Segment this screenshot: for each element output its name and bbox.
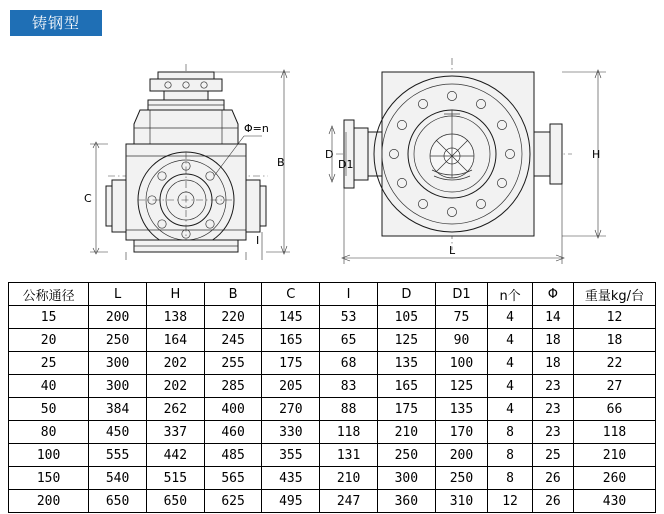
- cell-C: 435: [262, 467, 320, 490]
- col-header-weight: 重量kg/台: [573, 283, 655, 306]
- cell-D: 360: [377, 490, 435, 513]
- col-header-B: B: [204, 283, 262, 306]
- cell-C: 270: [262, 398, 320, 421]
- cell-B: 625: [204, 490, 262, 513]
- cell-L: 450: [89, 421, 147, 444]
- cell-nominal-diameter: 40: [9, 375, 89, 398]
- cell-weight: 430: [573, 490, 655, 513]
- cell-nominal-diameter: 200: [9, 490, 89, 513]
- table-row: [9, 444, 656, 467]
- table-row: [9, 329, 656, 352]
- svg-text:H: H: [592, 148, 601, 161]
- cell-I: 118: [320, 421, 378, 444]
- left-view-group: [84, 64, 290, 260]
- cell-nominal-diameter: 100: [9, 444, 89, 467]
- cell-I: 210: [320, 467, 378, 490]
- cell-L: 300: [89, 375, 147, 398]
- cell-n: 8: [488, 421, 533, 444]
- cell-H: 202: [146, 352, 204, 375]
- table-row: [9, 421, 656, 444]
- cell-D: 135: [377, 352, 435, 375]
- svg-text:I: I: [256, 234, 260, 247]
- col-header-L: L: [89, 283, 147, 306]
- cell-weight: 210: [573, 444, 655, 467]
- cell-B: 460: [204, 421, 262, 444]
- cell-I: 83: [320, 375, 378, 398]
- cell-phi: 23: [532, 398, 573, 421]
- svg-text:C: C: [84, 192, 92, 205]
- cell-C: 165: [262, 329, 320, 352]
- table-header-row: [9, 283, 656, 306]
- cell-H: 138: [146, 306, 204, 329]
- cell-C: 205: [262, 375, 320, 398]
- table-row: [9, 398, 656, 421]
- svg-text:D1: D1: [338, 158, 354, 171]
- cell-C: 355: [262, 444, 320, 467]
- cell-C: 330: [262, 421, 320, 444]
- cell-nominal-diameter: 50: [9, 398, 89, 421]
- cell-H: 515: [146, 467, 204, 490]
- cell-L: 540: [89, 467, 147, 490]
- cell-C: 495: [262, 490, 320, 513]
- cell-nominal-diameter: 20: [9, 329, 89, 352]
- cell-n: 8: [488, 444, 533, 467]
- svg-text:D: D: [325, 148, 334, 161]
- cell-D1: 90: [435, 329, 488, 352]
- cell-B: 565: [204, 467, 262, 490]
- cell-D: 250: [377, 444, 435, 467]
- table-row: [9, 352, 656, 375]
- cell-weight: 66: [573, 398, 655, 421]
- cell-B: 255: [204, 352, 262, 375]
- cell-L: 200: [89, 306, 147, 329]
- col-header-D1: D1: [435, 283, 488, 306]
- cell-D: 175: [377, 398, 435, 421]
- cell-L: 300: [89, 352, 147, 375]
- cell-phi: 25: [532, 444, 573, 467]
- table-row: [9, 490, 656, 513]
- cell-B: 245: [204, 329, 262, 352]
- cell-weight: 118: [573, 421, 655, 444]
- specification-table: [8, 282, 656, 513]
- cell-n: 4: [488, 306, 533, 329]
- cell-n: 12: [488, 490, 533, 513]
- cell-C: 175: [262, 352, 320, 375]
- cell-weight: 22: [573, 352, 655, 375]
- cell-L: 384: [89, 398, 147, 421]
- col-header-D: D: [377, 283, 435, 306]
- cell-n: 4: [488, 375, 533, 398]
- cell-I: 68: [320, 352, 378, 375]
- cell-D: 165: [377, 375, 435, 398]
- cell-D1: 100: [435, 352, 488, 375]
- cell-H: 337: [146, 421, 204, 444]
- cell-L: 250: [89, 329, 147, 352]
- cell-phi: 23: [532, 421, 573, 444]
- cell-phi: 18: [532, 352, 573, 375]
- cell-H: 164: [146, 329, 204, 352]
- col-header-n: n个: [488, 283, 533, 306]
- cell-D1: 125: [435, 375, 488, 398]
- cell-I: 53: [320, 306, 378, 329]
- page-title-badge: 铸钢型: [10, 10, 102, 36]
- cell-nominal-diameter: 15: [9, 306, 89, 329]
- cell-phi: 26: [532, 467, 573, 490]
- svg-text:Φ=n: Φ=n: [244, 122, 269, 135]
- cell-phi: 23: [532, 375, 573, 398]
- cell-D1: 135: [435, 398, 488, 421]
- cell-phi: 14: [532, 306, 573, 329]
- cell-weight: 12: [573, 306, 655, 329]
- cell-L: 650: [89, 490, 147, 513]
- cell-L: 555: [89, 444, 147, 467]
- cell-D1: 250: [435, 467, 488, 490]
- col-header-I: I: [320, 283, 378, 306]
- col-header-C: C: [262, 283, 320, 306]
- cell-phi: 26: [532, 490, 573, 513]
- cell-weight: 18: [573, 329, 655, 352]
- cell-B: 400: [204, 398, 262, 421]
- col-header-phi: Φ: [532, 283, 573, 306]
- col-header-nominal-diameter: 公称通径: [9, 283, 89, 306]
- cell-H: 442: [146, 444, 204, 467]
- cell-n: 8: [488, 467, 533, 490]
- cell-H: 650: [146, 490, 204, 513]
- cell-weight: 260: [573, 467, 655, 490]
- cell-n: 4: [488, 329, 533, 352]
- cell-B: 285: [204, 375, 262, 398]
- specification-table-wrapper: [8, 282, 656, 513]
- cell-nominal-diameter: 150: [9, 467, 89, 490]
- table-row: [9, 375, 656, 398]
- svg-text:L: L: [449, 244, 456, 257]
- svg-text:B: B: [277, 156, 285, 169]
- cell-D: 125: [377, 329, 435, 352]
- cell-B: 220: [204, 306, 262, 329]
- cell-H: 202: [146, 375, 204, 398]
- cell-n: 4: [488, 352, 533, 375]
- cell-I: 131: [320, 444, 378, 467]
- cell-phi: 18: [532, 329, 573, 352]
- col-header-H: H: [146, 283, 204, 306]
- cell-n: 4: [488, 398, 533, 421]
- cell-I: 88: [320, 398, 378, 421]
- cell-C: 145: [262, 306, 320, 329]
- cell-I: 65: [320, 329, 378, 352]
- cell-D: 300: [377, 467, 435, 490]
- cell-D1: 200: [435, 444, 488, 467]
- cell-D: 210: [377, 421, 435, 444]
- table-row: [9, 467, 656, 490]
- table-row: [9, 306, 656, 329]
- cell-nominal-diameter: 80: [9, 421, 89, 444]
- cell-D1: 75: [435, 306, 488, 329]
- cell-D1: 170: [435, 421, 488, 444]
- right-view-group: [325, 58, 606, 264]
- cell-nominal-diameter: 25: [9, 352, 89, 375]
- cell-B: 485: [204, 444, 262, 467]
- cell-D: 105: [377, 306, 435, 329]
- technical-drawing: [0, 44, 664, 274]
- cell-D1: 310: [435, 490, 488, 513]
- cell-weight: 27: [573, 375, 655, 398]
- cell-H: 262: [146, 398, 204, 421]
- cell-I: 247: [320, 490, 378, 513]
